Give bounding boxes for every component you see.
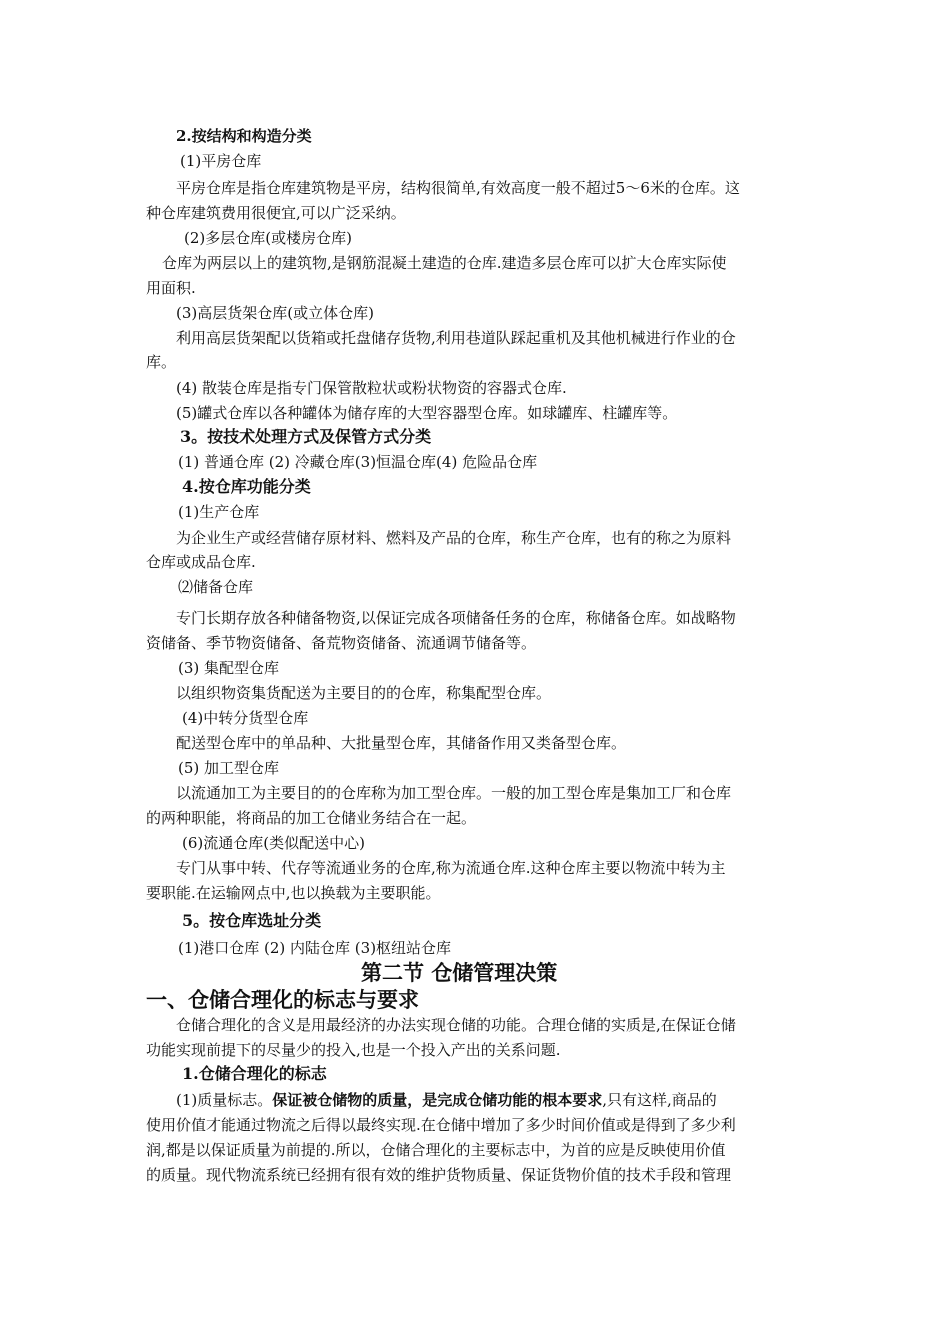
item-reserve-title: ⑵储备仓库	[178, 578, 254, 596]
part-title: 一、仓储合理化的标志与要求	[146, 987, 419, 1012]
paragraph-line: 配送型仓库中的单品种、大批量型仓库，其储备作用又类备型仓库。	[176, 734, 627, 752]
paragraph-line: 专门长期存放各种储备物资,以保证完成各项储备任务的仓库，称储备仓库。如战略物	[176, 609, 736, 627]
location-items-line: (1)港口仓库 (2) 内陆仓库 (3)枢纽站仓库	[178, 939, 452, 957]
paragraph-line: 为企业生产或经营储存原材料、燃料及产品的仓库，称生产仓库，也有的称之为原料	[176, 529, 732, 547]
item-consolidation-title: (3) 集配型仓库	[178, 659, 280, 677]
heading-rationalization-signs: 1.仓储合理化的标志	[182, 1064, 327, 1083]
item-circulation-title: (6)流通仓库(类似配送中心)	[182, 834, 365, 852]
section-title: 第二节 仓储管理决策	[361, 960, 558, 985]
item-bulk-warehouse: (4) 散装仓库是指专门保管散粒状或粉状物资的容器式仓库.	[176, 379, 567, 397]
heading-function-classification: 4.按仓库功能分类	[182, 477, 311, 496]
item-multi-storey-title: (2)多层仓库(或楼房仓库)	[184, 229, 352, 247]
paragraph-line: 以流通加工为主要目的的仓库称为加工型仓库。一般的加工型仓库是集加工厂和仓库	[176, 784, 732, 802]
item-high-bay-title: (3)高层货架仓库(或立体仓库)	[176, 304, 374, 322]
heading-structure-classification: 2.按结构和构造分类	[176, 127, 312, 145]
paragraph-line: 润,都是以保证质量为前提的.所以，仓储合理化的主要标志中，为首的应是反映使用价值	[146, 1141, 726, 1159]
paragraph-line: 利用高层货架配以货箱或托盘储存货物,利用巷道队踩起重机及其他机械进行作业的仓	[176, 329, 736, 347]
paragraph-line: 仓储合理化的含义是用最经济的办法实现仓储的功能。合理仓储的实质是,在保证仓储	[176, 1016, 736, 1034]
paragraph-line: 仓库为两层以上的建筑物,是钢筋混凝土建造的仓库.建造多层仓库可以扩大仓库实际使	[162, 254, 727, 272]
item-transfer-title: (4)中转分货型仓库	[182, 709, 309, 727]
paragraph-line: 功能实现前提下的尽量少的投入,也是一个投入产出的关系问题.	[146, 1041, 561, 1059]
item-processing-title: (5) 加工型仓库	[178, 759, 280, 777]
paragraph-line: 以组织物资集货配送为主要目的的仓库，称集配型仓库。	[176, 684, 552, 702]
paragraph-line: 种仓库建筑费用很便宜,可以广泛采纳。	[146, 204, 406, 222]
technical-items-line: (1) 普通仓库 (2) 冷藏仓库(3)恒温仓库(4) 危险品仓库	[178, 453, 538, 471]
heading-technical-classification: 3。按技术处理方式及保管方式分类	[180, 427, 432, 446]
paragraph-line: 的质量。现代物流系统已经拥有很有效的维护货物质量、保证货物价值的技术手段和管理	[146, 1166, 732, 1184]
paragraph-line: 要职能.在运输网点中,也以换载为主要职能。	[146, 884, 441, 902]
paragraph-line: 用面积.	[146, 279, 196, 297]
paragraph-line: 使用价值才能通过物流之后得以最终实现.在仓储中增加了多少时间价值或是得到了多少利	[146, 1116, 736, 1134]
paragraph-line: 库。	[146, 353, 177, 371]
item-tank-warehouse: (5)罐式仓库以各种罐体为储存库的大型容器型仓库。如球罐库、柱罐库等。	[176, 404, 678, 422]
paragraph-line: 平房仓库是指仓库建筑物是平房，结构很简单,有效高度一般不超过5～6米的仓库。这	[176, 179, 740, 197]
paragraph-line: 专门从事中转、代存等流通业务的仓库,称为流通仓库.这种仓库主要以物流中转为主	[176, 859, 726, 877]
item-single-storey-title: (1)平房仓库	[180, 152, 262, 170]
quality-sign-prefix: (1)质量标志。	[176, 1091, 273, 1109]
item-production-title: (1)生产仓库	[178, 503, 260, 521]
paragraph-line: 资储备、季节物资储备、备荒物资储备、流通调节储备等。	[146, 634, 537, 652]
quality-sign-rest: ,只有这样,商品的	[602, 1091, 717, 1109]
paragraph-line: 仓库或成品仓库.	[146, 553, 256, 571]
quality-sign-line	[176, 1090, 717, 1110]
paragraph-line: 的两种职能，将商品的加工仓储业务结合在一起。	[146, 809, 477, 827]
quality-sign-emphasis: 保证被仓储物的质量，是完成仓储功能的根本要求	[272, 1091, 603, 1109]
heading-location-classification: 5。按仓库选址分类	[182, 911, 322, 930]
